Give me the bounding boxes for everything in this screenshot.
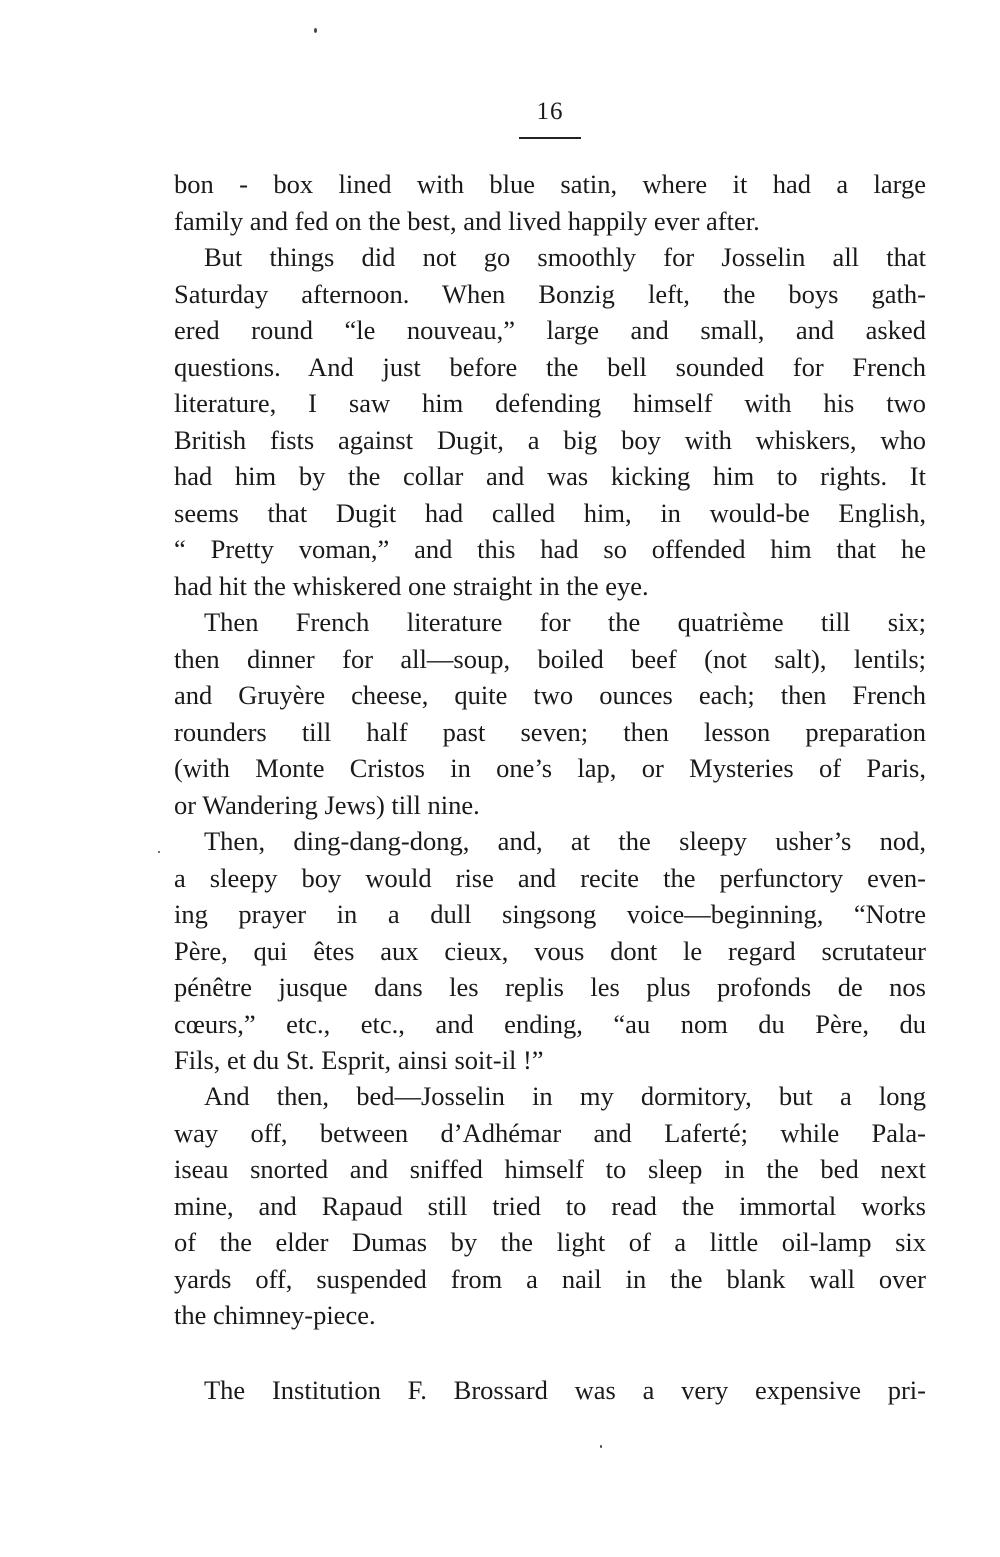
print-speck (314, 28, 317, 33)
text-line: family and fed on the best, and lived happily ever after. (174, 205, 760, 236)
print-speck (600, 1445, 602, 1448)
page-number-rule (519, 137, 581, 139)
text-line: rounders till half past seven; then lesson preparation (174, 716, 926, 747)
text-line: then dinner for all—soup, boiled beef (not salt), lentils; (174, 643, 926, 674)
text-line: Then, ding-dang-dong, and, at the sleepy usher’s nod, (204, 826, 926, 856)
text-line: a sleepy boy would rise and recite the perfunctory even- (174, 862, 926, 893)
text-line: yards off, suspended from a nail in the blank wall over (174, 1263, 926, 1294)
text-line: pénêtre jusque dans les replis les plus profonds de nos (174, 972, 926, 1002)
text-line: Père, qui êtes aux cieux, vous dont le regard scrutateur (174, 935, 926, 966)
text-line: literature, I saw him defending himself with his two (174, 388, 926, 418)
text-line: Then French literature for the quatrième till six; (204, 607, 926, 637)
text-line: of the elder Dumas by the light of a little oil-lamp six (174, 1227, 926, 1257)
paragraph-5 (174, 1078, 926, 1334)
paragraph-6 (174, 1372, 926, 1409)
text-line: mine, and Rapaud still tried to read the immortal works (174, 1190, 926, 1221)
paragraph-4 (174, 823, 926, 1079)
text-line: Saturday afternoon. When Bonzig left, the boys gath- (174, 278, 926, 309)
text-line: bon - box lined with blue satin, where it had a large (174, 169, 926, 199)
text-line: and Gruyère cheese, quite two ounces each; then French (174, 680, 926, 710)
text-line: way off, between d’Adhémar and Laferté; while Pala- (174, 1117, 926, 1148)
text-line: seems that Dugit had called him, in would-be English, (174, 497, 926, 528)
text-line: The Institution F. Brossard was a very expensive pri- (204, 1375, 926, 1405)
text-line: cœurs,” etc., etc., and ending, “au nom du Père, du (174, 1008, 926, 1039)
text-line: ered round “le nouveau,” large and small, and asked (174, 315, 926, 345)
text-line: or Wandering Jews) till nine. (174, 789, 480, 820)
text-line: British fists against Dugit, a big boy with whiskers, who (174, 424, 926, 455)
text-line: But things did not go smoothly for Josselin all that (204, 242, 926, 272)
text-line: (with Monte Cristos in one’s lap, or Mysteries of Paris, (174, 753, 926, 783)
page-number: 16 (536, 98, 564, 125)
text-line: And then, bed—Josselin in my dormitory, but a long (204, 1081, 926, 1111)
paragraph-3 (174, 604, 926, 823)
print-speck (158, 851, 160, 853)
text-line: the chimney-piece. (174, 1300, 376, 1330)
text-line: ing prayer in a dull singsong voice—beginning, “Notre (174, 899, 926, 929)
paragraph-2 (174, 239, 926, 604)
text-line: had him by the collar and was kicking him to rights. It (174, 461, 926, 491)
text-line: iseau snorted and sniffed himself to sleep in the bed next (174, 1154, 926, 1184)
text-line: Fils, et du St. Esprit, ainsi soit-il !” (174, 1045, 544, 1075)
text-line: had hit the whiskered one straight in the eye. (174, 570, 649, 601)
paragraph-1 (174, 166, 926, 239)
text-line: questions. And just before the bell sounded for French (174, 351, 926, 382)
text-line: “ Pretty voman,” and this had so offended him that he (174, 534, 926, 564)
